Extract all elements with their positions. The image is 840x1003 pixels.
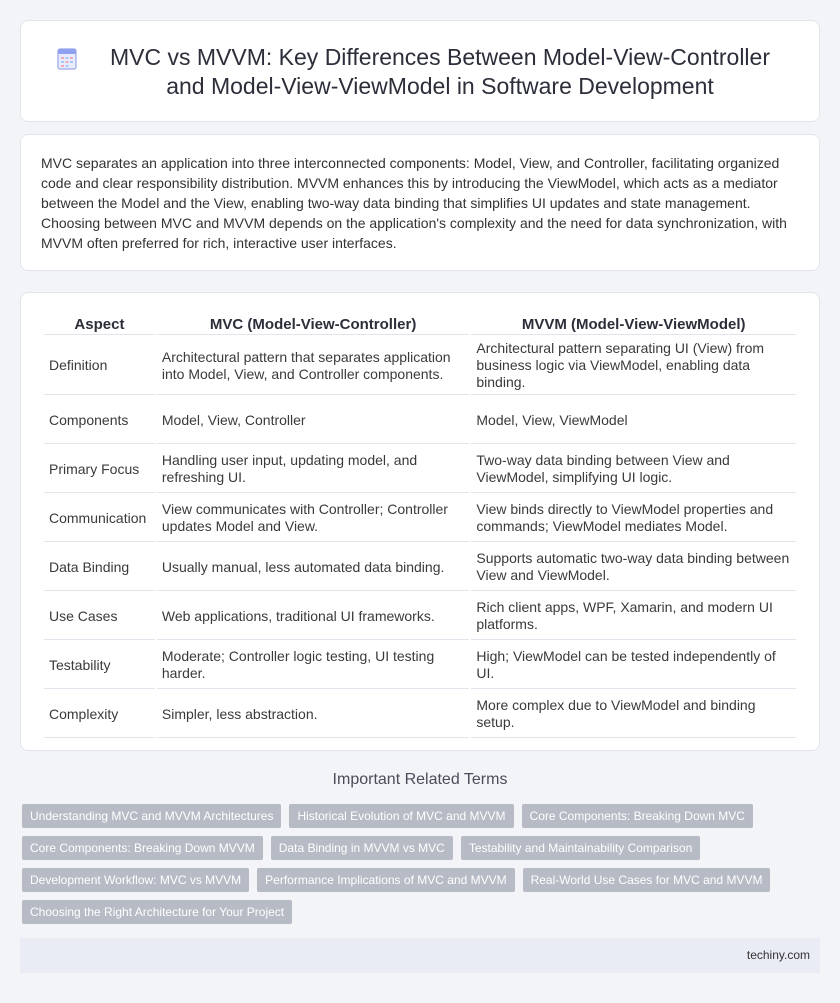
cell-mvvm: More complex due to ViewModel and binding setup. xyxy=(471,691,796,738)
title-card xyxy=(20,20,820,122)
cell-mvvm: Architectural pattern separating UI (View) from business logic via ViewModel, enabling data binding. xyxy=(471,337,796,395)
header-mvc: MVC (Model-View-Controller) xyxy=(157,313,470,335)
cell-mvvm: Model, View, ViewModel xyxy=(471,397,796,444)
related-term-tag[interactable]: Data Binding in MVVM vs MVC xyxy=(271,836,453,860)
related-term-tag[interactable]: Development Workflow: MVC vs MVVM xyxy=(22,868,249,892)
comparison-table xyxy=(42,311,798,740)
header-mvvm: MVVM (Model-View-ViewModel) xyxy=(471,313,796,335)
cell-mvvm: High; ViewModel can be tested independently of UI. xyxy=(471,642,796,689)
cell-aspect: Data Binding xyxy=(44,544,155,591)
related-term-tag[interactable]: Performance Implications of MVC and MVVM xyxy=(257,868,514,892)
related-term-tag[interactable]: Core Components: Breaking Down MVC xyxy=(522,804,753,828)
footer-site-link[interactable]: techiny.com xyxy=(746,948,810,962)
related-term-tag[interactable]: Testability and Maintainability Comparison xyxy=(461,836,700,860)
related-term-tag[interactable]: Historical Evolution of MVC and MVVM xyxy=(289,804,513,828)
table-header-row xyxy=(44,313,796,335)
cell-mvvm: Rich client apps, WPF, Xamarin, and modern UI platforms. xyxy=(471,593,796,640)
cell-aspect: Primary Focus xyxy=(44,446,155,493)
table-row xyxy=(44,446,796,493)
related-terms-list xyxy=(22,804,812,932)
table-row xyxy=(44,544,796,591)
cell-mvc: Usually manual, less automated data binding. xyxy=(157,544,470,591)
intro-paragraph: MVC separates an application into three interconnected components: Model, View, and Controller, facilitating organized code and clear responsibility distribution. MVVM enhances this by introducing the ViewModel, which acts as a mediator between the Model and the View, enabling two-way data binding that simplifies UI updates and state management. Choosing between MVC and MVVM depends on the application's complexity and the need for data synchronization, with MVVM often preferred for rich, interactive user interfaces. xyxy=(41,155,787,251)
related-term-tag[interactable]: Understanding MVC and MVVM Architectures xyxy=(22,804,281,828)
table-row xyxy=(44,337,796,395)
footer xyxy=(20,938,820,973)
table-row xyxy=(44,642,796,689)
cell-mvc: Architectural pattern that separates application into Model, View, and Controller components. xyxy=(157,337,470,395)
table-row xyxy=(44,691,796,738)
cell-aspect: Use Cases xyxy=(44,593,155,640)
cell-mvc: Moderate; Controller logic testing, UI testing harder. xyxy=(157,642,470,689)
related-terms-heading: Important Related Terms xyxy=(332,771,508,788)
table-row xyxy=(44,397,796,444)
cell-mvvm: Two-way data binding between View and ViewModel, simplifying UI logic. xyxy=(471,446,796,493)
cell-aspect: Communication xyxy=(44,495,155,542)
cell-mvc: Web applications, traditional UI frameworks. xyxy=(157,593,470,640)
page-title: MVC vs MVVM: Key Differences Between Model-View-Controller and Model-View-ViewModel in Software Development xyxy=(110,44,770,99)
cell-mvc: View communicates with Controller; Controller updates Model and View. xyxy=(157,495,470,542)
document-icon xyxy=(55,47,79,71)
cell-aspect: Components xyxy=(44,397,155,444)
cell-aspect: Definition xyxy=(44,337,155,395)
cell-mvc: Handling user input, updating model, and refreshing UI. xyxy=(157,446,470,493)
cell-mvvm: View binds directly to ViewModel properties and commands; ViewModel mediates Model. xyxy=(471,495,796,542)
intro-card xyxy=(20,134,820,271)
cell-mvvm: Supports automatic two-way data binding between View and ViewModel. xyxy=(471,544,796,591)
cell-mvc: Model, View, Controller xyxy=(157,397,470,444)
table-row xyxy=(44,593,796,640)
related-term-tag[interactable]: Real-World Use Cases for MVC and MVVM xyxy=(523,868,771,892)
related-term-tag[interactable]: Core Components: Breaking Down MVVM xyxy=(22,836,263,860)
table-row xyxy=(44,495,796,542)
cell-mvc: Simpler, less abstraction. xyxy=(157,691,470,738)
comparison-table-card xyxy=(20,292,820,751)
header-aspect: Aspect xyxy=(44,313,155,335)
cell-aspect: Testability xyxy=(44,642,155,689)
cell-aspect: Complexity xyxy=(44,691,155,738)
related-term-tag[interactable]: Choosing the Right Architecture for Your Project xyxy=(22,900,292,924)
